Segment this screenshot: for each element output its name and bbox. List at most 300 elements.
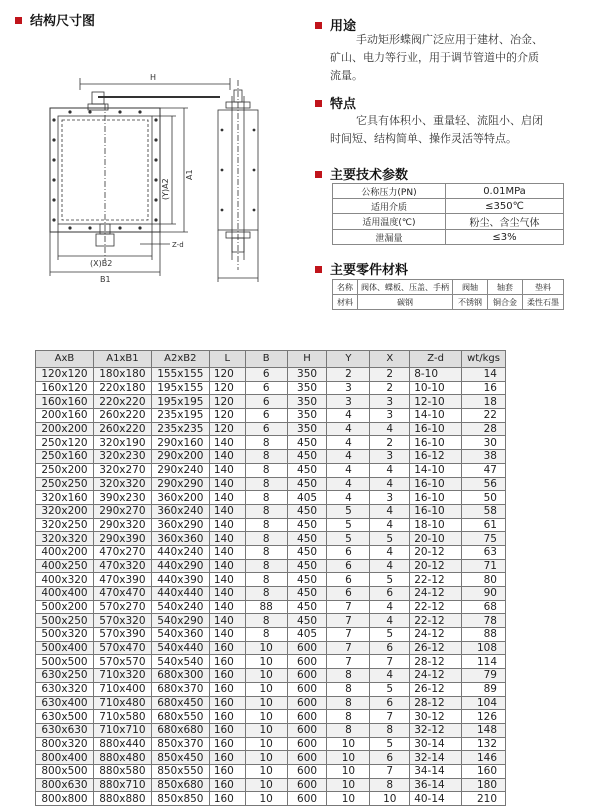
table-cell: 600	[287, 778, 327, 792]
table-cell: 2	[327, 368, 370, 382]
table-cell: 3	[370, 409, 410, 423]
table-cell: 10	[245, 669, 287, 683]
table-row	[36, 450, 506, 464]
table-cell: 160	[209, 641, 245, 655]
table-cell: 140	[209, 463, 245, 477]
table-cell: 6	[370, 696, 410, 710]
table-cell: 24-12	[410, 628, 462, 642]
table-cell: 350	[287, 368, 327, 382]
table-cell: 450	[287, 614, 327, 628]
table-cell: 160x160	[36, 395, 94, 409]
table-cell: 2	[370, 436, 410, 450]
table-cell: 250x200	[36, 463, 94, 477]
table-cell: 8	[245, 463, 287, 477]
table-cell: 114	[462, 655, 506, 669]
table-cell: 10	[245, 778, 287, 792]
table-cell: 200x200	[36, 422, 94, 436]
table-cell: 7	[327, 655, 370, 669]
section-bullet-icon	[315, 22, 322, 29]
table-row	[36, 669, 506, 683]
table-cell: 320x160	[36, 491, 94, 505]
table-cell: 210	[462, 792, 506, 806]
table-cell: 800x400	[36, 751, 94, 765]
table-cell: 68	[462, 600, 506, 614]
spec-row: 泄漏量 ≤3%	[333, 230, 564, 245]
table-cell: 4	[327, 491, 370, 505]
table-cell: 7	[370, 655, 410, 669]
table-cell: 10	[245, 710, 287, 724]
table-cell: 40-14	[410, 792, 462, 806]
table-cell: 450	[287, 600, 327, 614]
spec-row: 适用温度(℃) 粉尘、含尘气体	[333, 214, 564, 230]
table-cell: 5	[370, 682, 410, 696]
table-cell: 160	[209, 792, 245, 806]
table-cell: 360x290	[151, 518, 209, 532]
table-cell: 470x270	[93, 545, 151, 559]
table-cell: 30	[462, 436, 506, 450]
table-cell: 6	[245, 395, 287, 409]
table-cell: 350	[287, 395, 327, 409]
table-cell: 8	[245, 573, 287, 587]
table-cell: 320x190	[93, 436, 151, 450]
table-cell: 500x500	[36, 655, 94, 669]
table-cell: 4	[370, 614, 410, 628]
table-cell: 20-12	[410, 559, 462, 573]
table-cell: 8	[245, 450, 287, 464]
table-cell: 18-10	[410, 518, 462, 532]
table-cell: 16	[462, 381, 506, 395]
table-cell: 7	[327, 628, 370, 642]
table-cell: 10	[245, 764, 287, 778]
table-row	[36, 764, 506, 778]
table-row	[36, 491, 506, 505]
table-cell: 4	[370, 669, 410, 683]
table-cell: 16-10	[410, 436, 462, 450]
table-cell: 10	[245, 696, 287, 710]
table-cell: 2	[370, 368, 410, 382]
table-row	[36, 573, 506, 587]
table-cell: 250x120	[36, 436, 94, 450]
parts-title: 主要零件材料	[315, 259, 408, 278]
table-cell: 26-12	[410, 641, 462, 655]
table-row	[36, 641, 506, 655]
table-cell: 6	[370, 587, 410, 601]
table-cell: 20-10	[410, 532, 462, 546]
table-cell: 8	[327, 710, 370, 724]
table-cell: 160	[209, 710, 245, 724]
table-cell: 6	[327, 587, 370, 601]
table-row	[36, 587, 506, 601]
table-cell: 10	[245, 751, 287, 765]
table-cell: 20-12	[410, 545, 462, 559]
table-cell: 630x630	[36, 723, 94, 737]
table-cell: 3	[370, 450, 410, 464]
table-cell: 4	[370, 518, 410, 532]
table-cell: 7	[370, 764, 410, 778]
table-cell: 5	[327, 532, 370, 546]
table-cell: 600	[287, 792, 327, 806]
dim-zd-label: Z-d	[172, 241, 184, 249]
table-cell: 4	[327, 409, 370, 423]
table-cell: 79	[462, 669, 506, 683]
table-cell: 850x450	[151, 751, 209, 765]
parts-header-row: 名称 阀体、蝶板、压盖、手柄 阀轴 轴套 垫料	[333, 280, 564, 295]
table-cell: 71	[462, 559, 506, 573]
table-cell: 160	[209, 696, 245, 710]
table-cell: 32-12	[410, 723, 462, 737]
table-cell: 880x880	[93, 792, 151, 806]
table-cell: 89	[462, 682, 506, 696]
table-cell: 8	[245, 436, 287, 450]
table-cell: 140	[209, 504, 245, 518]
dim-xb2-label: (X)B2	[90, 259, 113, 268]
table-cell: 470x390	[93, 573, 151, 587]
table-cell: 600	[287, 737, 327, 751]
table-cell: 630x500	[36, 710, 94, 724]
table-cell: 6	[370, 751, 410, 765]
table-row	[36, 477, 506, 491]
table-cell: 800x320	[36, 737, 94, 751]
table-cell: 350	[287, 381, 327, 395]
table-cell: 140	[209, 587, 245, 601]
table-row	[36, 723, 506, 737]
section-bullet-icon	[15, 17, 22, 24]
table-cell: 600	[287, 655, 327, 669]
table-cell: 290x320	[93, 518, 151, 532]
table-row	[36, 532, 506, 546]
table-cell: 500x400	[36, 641, 94, 655]
table-cell: 710x710	[93, 723, 151, 737]
table-cell: 710x580	[93, 710, 151, 724]
table-cell: 4	[370, 463, 410, 477]
table-cell: 8	[245, 504, 287, 518]
table-cell: 120	[209, 422, 245, 436]
table-cell: 290x290	[151, 477, 209, 491]
table-cell: 570x270	[93, 600, 151, 614]
table-cell: 16-10	[410, 504, 462, 518]
table-cell: 290x390	[93, 532, 151, 546]
table-row	[36, 600, 506, 614]
table-cell: 570x390	[93, 628, 151, 642]
table-cell: 28	[462, 422, 506, 436]
table-cell: 56	[462, 477, 506, 491]
table-cell: 235x195	[151, 409, 209, 423]
table-cell: 540x440	[151, 641, 209, 655]
table-cell: 18	[462, 395, 506, 409]
table-cell: 360x360	[151, 532, 209, 546]
table-cell: 600	[287, 751, 327, 765]
table-cell: 4	[327, 450, 370, 464]
table-cell: 600	[287, 764, 327, 778]
table-cell: 450	[287, 545, 327, 559]
table-cell: 400x400	[36, 587, 94, 601]
table-cell: 120	[209, 368, 245, 382]
table-cell: 7	[327, 614, 370, 628]
table-cell: 710x320	[93, 669, 151, 683]
table-cell: 195x195	[151, 395, 209, 409]
table-cell: 290x270	[93, 504, 151, 518]
usage-title: 用途	[315, 15, 356, 34]
table-cell: 8	[327, 669, 370, 683]
table-row	[36, 463, 506, 477]
features-text: 它具有体积小、重量轻、流阻小、启闭 时间短、结构简单、操作灵活等特点。	[330, 114, 543, 145]
table-cell: 7	[327, 641, 370, 655]
table-cell: 10	[327, 792, 370, 806]
table-cell: 710x480	[93, 696, 151, 710]
table-cell: 7	[370, 710, 410, 724]
table-cell: 450	[287, 477, 327, 491]
table-cell: 540x240	[151, 600, 209, 614]
table-cell: 600	[287, 696, 327, 710]
table-cell: 470x320	[93, 559, 151, 573]
table-cell: 290x240	[151, 463, 209, 477]
table-cell: 160	[209, 764, 245, 778]
table-cell: 4	[327, 436, 370, 450]
table-cell: 8	[327, 682, 370, 696]
table-cell: 440x290	[151, 559, 209, 573]
table-cell: 120	[209, 381, 245, 395]
table-cell: 440x240	[151, 545, 209, 559]
table-cell: 7	[327, 600, 370, 614]
table-cell: 6	[370, 641, 410, 655]
table-cell: 680x680	[151, 723, 209, 737]
table-cell: 250x250	[36, 477, 94, 491]
table-cell: 8-10	[410, 368, 462, 382]
table-cell: 160	[209, 682, 245, 696]
table-cell: 120	[209, 409, 245, 423]
table-cell: 5	[327, 518, 370, 532]
table-cell: 405	[287, 628, 327, 642]
table-cell: 4	[370, 477, 410, 491]
table-cell: 400x250	[36, 559, 94, 573]
table-cell: 570x470	[93, 641, 151, 655]
table-cell: 600	[287, 723, 327, 737]
table-cell: 75	[462, 532, 506, 546]
table-cell: 16-12	[410, 450, 462, 464]
table-cell: 470x470	[93, 587, 151, 601]
table-row	[36, 436, 506, 450]
table-cell: 390x230	[93, 491, 151, 505]
table-cell: 80	[462, 573, 506, 587]
table-cell: 78	[462, 614, 506, 628]
specs-title: 主要技术参数	[315, 164, 408, 183]
dimensions-header-row: AxB A1xB1 A2xB2 L B H Y X Z-d wt/kgs	[36, 351, 506, 368]
table-cell: 180	[462, 778, 506, 792]
table-cell: 8	[245, 628, 287, 642]
table-cell: 880x580	[93, 764, 151, 778]
table-row	[36, 422, 506, 436]
dim-b1-label: B1	[100, 275, 111, 284]
table-cell: 6	[327, 573, 370, 587]
table-cell: 880x440	[93, 737, 151, 751]
table-cell: 8	[245, 532, 287, 546]
table-cell: 405	[287, 491, 327, 505]
table-row	[36, 614, 506, 628]
table-row	[36, 778, 506, 792]
table-cell: 800x500	[36, 764, 94, 778]
dim-ya2-label: (Y)A2	[161, 178, 170, 200]
table-cell: 10	[245, 641, 287, 655]
table-cell: 570x320	[93, 614, 151, 628]
table-cell: 450	[287, 436, 327, 450]
table-cell: 140	[209, 600, 245, 614]
table-cell: 6	[327, 545, 370, 559]
table-cell: 450	[287, 587, 327, 601]
table-cell: 440x390	[151, 573, 209, 587]
parts-table	[332, 279, 564, 310]
table-row	[36, 655, 506, 669]
table-cell: 200x160	[36, 409, 94, 423]
table-cell: 250x160	[36, 450, 94, 464]
table-row	[36, 559, 506, 573]
table-cell: 320x320	[93, 477, 151, 491]
table-cell: 600	[287, 682, 327, 696]
table-cell: 360x200	[151, 491, 209, 505]
table-cell: 600	[287, 669, 327, 683]
table-cell: 88	[245, 600, 287, 614]
table-row	[36, 518, 506, 532]
table-row	[36, 792, 506, 806]
section-bullet-icon	[315, 266, 322, 273]
table-cell: 850x680	[151, 778, 209, 792]
table-cell: 32-14	[410, 751, 462, 765]
table-cell: 5	[370, 628, 410, 642]
table-cell: 6	[245, 381, 287, 395]
table-cell: 160	[462, 764, 506, 778]
dim-h-label: H	[150, 73, 157, 82]
structure-drawing	[20, 60, 300, 290]
table-cell: 8	[245, 518, 287, 532]
table-cell: 290x200	[151, 450, 209, 464]
table-cell: 120	[209, 395, 245, 409]
table-cell: 10	[245, 723, 287, 737]
table-cell: 600	[287, 710, 327, 724]
table-row	[36, 751, 506, 765]
table-cell: 14-10	[410, 409, 462, 423]
table-cell: 680x450	[151, 696, 209, 710]
table-cell: 8	[370, 778, 410, 792]
table-cell: 10	[370, 792, 410, 806]
table-cell: 140	[209, 436, 245, 450]
table-cell: 16-10	[410, 422, 462, 436]
table-cell: 630x320	[36, 682, 94, 696]
table-cell: 10	[245, 655, 287, 669]
table-row	[36, 395, 506, 409]
table-cell: 8	[245, 545, 287, 559]
table-cell: 26-12	[410, 682, 462, 696]
table-cell: 22-12	[410, 573, 462, 587]
table-cell: 4	[370, 422, 410, 436]
table-row	[36, 737, 506, 751]
table-cell: 24-12	[410, 587, 462, 601]
table-cell: 63	[462, 545, 506, 559]
table-cell: 440x440	[151, 587, 209, 601]
table-cell: 6	[245, 409, 287, 423]
table-cell: 10-10	[410, 381, 462, 395]
table-cell: 3	[327, 395, 370, 409]
table-cell: 3	[327, 381, 370, 395]
parts-material-row: 材料 碳钢 不锈钢 铜合金 柔性石墨	[333, 295, 564, 310]
table-cell: 680x550	[151, 710, 209, 724]
spec-row: 公称压力(PN) 0.01MPa	[333, 184, 564, 199]
table-cell: 850x850	[151, 792, 209, 806]
table-cell: 22	[462, 409, 506, 423]
table-cell: 140	[209, 491, 245, 505]
table-cell: 450	[287, 463, 327, 477]
usage-text: 手动矩形蝶阀广泛应用于建材、冶金、 矿山、电力等行业，用于调节管道中的介质 流量。	[330, 33, 543, 82]
table-row	[36, 710, 506, 724]
spec-row: 适用介质 ≤350℃	[333, 199, 564, 214]
table-cell: 360x240	[151, 504, 209, 518]
table-cell: 5	[327, 504, 370, 518]
table-cell: 10	[245, 682, 287, 696]
table-cell: 5	[370, 737, 410, 751]
table-row	[36, 682, 506, 696]
dimensions-table	[35, 350, 506, 806]
table-cell: 800x630	[36, 778, 94, 792]
table-row	[36, 368, 506, 382]
table-cell: 155x155	[151, 368, 209, 382]
table-cell: 450	[287, 450, 327, 464]
table-cell: 8	[370, 723, 410, 737]
table-row	[36, 545, 506, 559]
table-cell: 5	[370, 573, 410, 587]
specs-table	[332, 183, 564, 245]
table-cell: 140	[209, 559, 245, 573]
table-cell: 710x400	[93, 682, 151, 696]
table-cell: 88	[462, 628, 506, 642]
table-cell: 220x220	[93, 395, 151, 409]
table-cell: 880x710	[93, 778, 151, 792]
table-cell: 10	[245, 737, 287, 751]
table-cell: 8	[245, 477, 287, 491]
dim-a1-label: A1	[185, 169, 194, 180]
table-cell: 8	[327, 696, 370, 710]
table-cell: 540x360	[151, 628, 209, 642]
table-cell: 260x220	[93, 422, 151, 436]
table-cell: 160	[209, 737, 245, 751]
table-cell: 4	[370, 545, 410, 559]
table-cell: 450	[287, 573, 327, 587]
table-cell: 320x250	[36, 518, 94, 532]
table-cell: 16-10	[410, 477, 462, 491]
table-cell: 160	[209, 655, 245, 669]
table-cell: 3	[370, 395, 410, 409]
table-cell: 10	[327, 778, 370, 792]
table-cell: 800x800	[36, 792, 94, 806]
table-cell: 38	[462, 450, 506, 464]
section-bullet-icon	[315, 100, 322, 107]
table-cell: 630x400	[36, 696, 94, 710]
table-cell: 14	[462, 368, 506, 382]
table-cell: 22-12	[410, 614, 462, 628]
table-cell: 30-14	[410, 737, 462, 751]
table-cell: 36-14	[410, 778, 462, 792]
table-cell: 350	[287, 409, 327, 423]
table-cell: 450	[287, 559, 327, 573]
table-row	[36, 628, 506, 642]
table-cell: 108	[462, 641, 506, 655]
table-cell: 320x230	[93, 450, 151, 464]
table-cell: 8	[245, 491, 287, 505]
table-cell: 680x370	[151, 682, 209, 696]
table-cell: 8	[245, 614, 287, 628]
table-cell: 320x270	[93, 463, 151, 477]
table-cell: 540x540	[151, 655, 209, 669]
table-cell: 260x220	[93, 409, 151, 423]
table-cell: 140	[209, 477, 245, 491]
table-cell: 6	[245, 422, 287, 436]
